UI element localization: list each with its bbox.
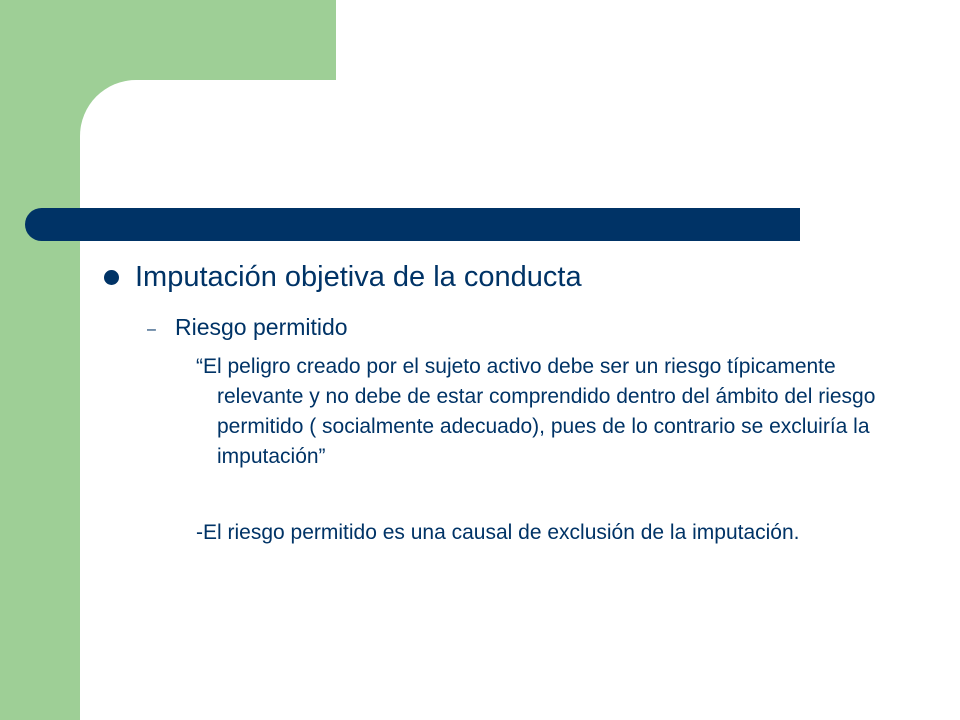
bullet-heading: Imputación objetiva de la conducta xyxy=(135,261,582,293)
filled-circle-bullet-icon xyxy=(104,270,119,285)
note-paragraph: -El riesgo permitido es una causal de exclusión de la imputación. xyxy=(196,521,800,544)
sub-bullet-heading: Riesgo permitido xyxy=(175,314,348,340)
quote-paragraph: “El peligro creado por el sujeto activo debe ser un riesgo típicamente relevante y no debe de estar comprendido dentro del ámbito del riesgo permitido ( socialmente adecuado), pues de lo contrario se excluiría la imputación” xyxy=(196,355,876,468)
dash-bullet-icon: – xyxy=(147,321,156,338)
